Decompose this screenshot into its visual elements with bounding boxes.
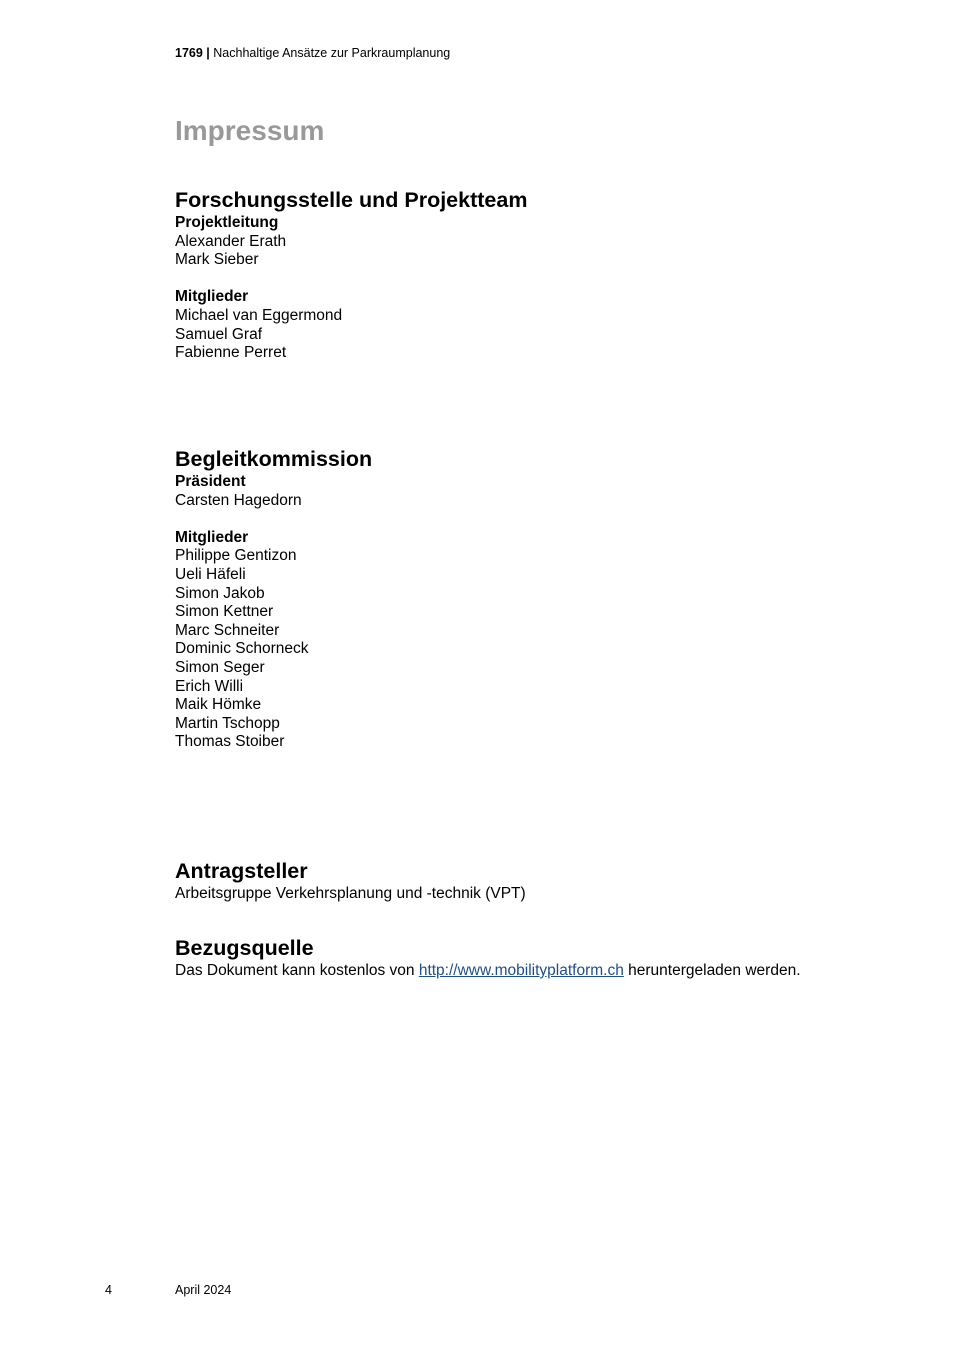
footer-date: April 2024	[175, 1283, 232, 1297]
commission-member: Simon Jakob	[175, 584, 265, 602]
commission-member: Erich Willi	[175, 677, 244, 695]
commission-member: Ueli Häfeli	[175, 565, 246, 583]
research-member: Michael van Eggermond	[175, 306, 343, 324]
applicant-heading: Antragsteller	[175, 859, 308, 883]
lead-member: Mark Sieber	[175, 251, 259, 269]
mobilityplatform-link[interactable]: http://www.mobilityplatform.ch	[418, 962, 624, 979]
page-number: 4	[105, 1283, 112, 1297]
applicant-text: Arbeitsgruppe Verkehrsplanung und -technik (VPT)	[175, 885, 526, 902]
lead-label: Projektleitung	[175, 214, 279, 231]
commission-member: Thomas Stoiber	[175, 733, 285, 751]
research-member: Samuel Graf	[175, 325, 263, 343]
commission-member: Philippe Gentizon	[175, 547, 297, 565]
commission-member: Simon Seger	[175, 658, 265, 676]
research-heading: Forschungsstelle und Projektteam	[175, 188, 528, 212]
commission-members-label: Mitglieder	[175, 528, 249, 546]
research-section	[175, 187, 895, 363]
applicant-section	[175, 858, 895, 904]
report-number: 1769	[175, 46, 203, 60]
president-label: Präsident	[175, 473, 246, 490]
commission-member: Martin Tschopp	[175, 714, 280, 732]
lead-member: Alexander Erath	[175, 232, 287, 250]
commission-member: Maik Hömke	[175, 696, 262, 714]
commission-member: Simon Kettner	[175, 603, 274, 621]
president-name: Carsten Hagedorn	[175, 491, 302, 509]
commission-member: Marc Schneiter	[175, 621, 280, 639]
page-title: Impressum	[175, 115, 325, 146]
report-title: Nachhaltige Ansätze zur Parkraumplanung	[213, 46, 451, 60]
source-text	[175, 962, 895, 981]
source-heading: Bezugsquelle	[175, 936, 314, 960]
running-header	[175, 45, 450, 61]
commission-heading: Begleitkommission	[175, 447, 373, 471]
research-members-label: Mitglieder	[175, 288, 249, 306]
research-member: Fabienne Perret	[175, 344, 287, 362]
source-text-after: heruntergeladen werden.	[623, 962, 801, 979]
source-section	[175, 935, 895, 981]
commission-member: Dominic Schorneck	[175, 640, 309, 658]
commission-section	[175, 446, 895, 752]
header-separator: |	[206, 46, 210, 60]
source-text-before: Das Dokument kann kostenlos von	[175, 962, 419, 979]
